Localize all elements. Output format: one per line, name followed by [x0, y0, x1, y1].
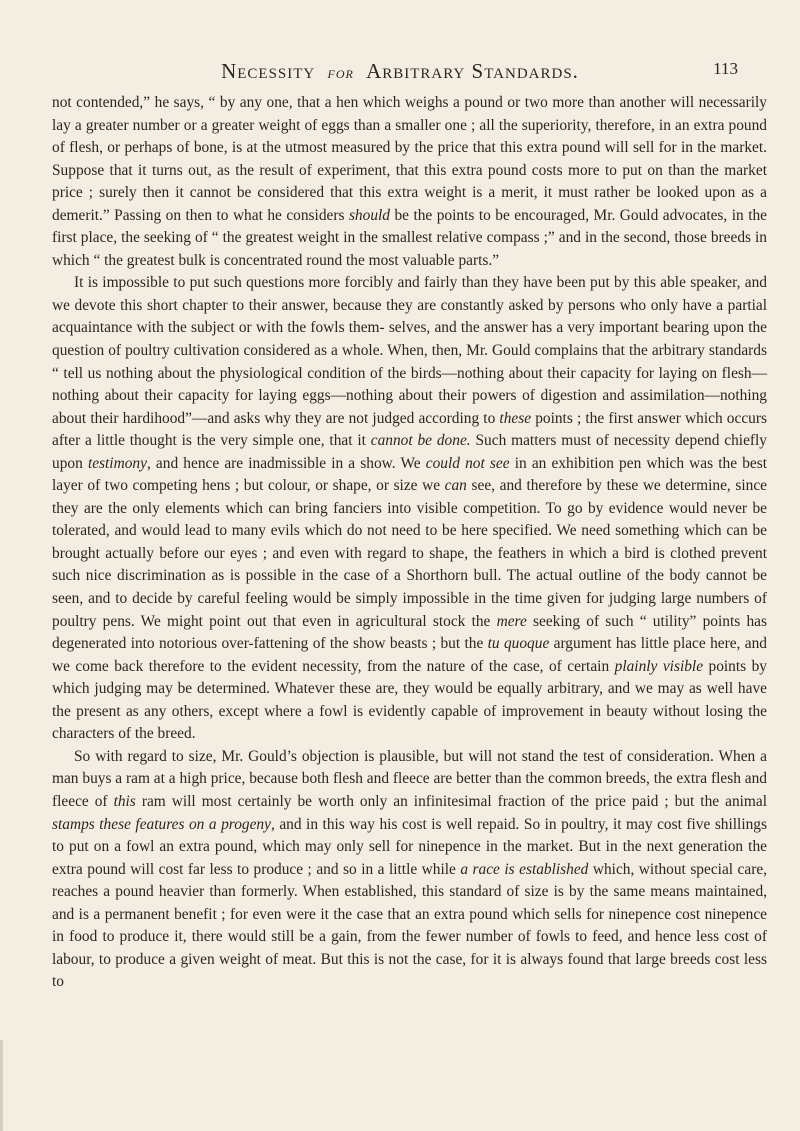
- text-run: Such matters must of necessity depend chiefly upon: [52, 432, 768, 472]
- paragraph-2: [52, 272, 767, 745]
- running-head-word-1: Necessity: [221, 59, 316, 83]
- page-edge-mark: [0, 1040, 3, 1131]
- page-number: 113: [713, 59, 738, 78]
- text-run: which, without special care, reaches a pound heavier than formerly. When established, this standard of size is by the same means maintained, and is a permanent benefit ; for even were it the case that an extra pound which sells for ninepence cost ninepence in food to produce it, there would still be a gain, from the fewer number of fowls to feed, and hence less cost of labour, to produce a given weight of meat. But this is not the case, for it is always found that large breeds cost less to: [52, 860, 768, 991]
- italic-text-run: should: [348, 206, 390, 224]
- text-run: in an exhibition pen which was the best layer of two competing hens ; but colour, or shape, or size we: [52, 454, 767, 495]
- text-run: It is impossible to put such questions more forcibly and fairly than they have been put by this able speaker, and we devote this short chapter to their answer, because they are constantly asked by persons who only have a partial acquaintance with the subject or with the fowls them- selves, and the answer has a very important bearing upon the question of poultry cultivation considered as a whole. When, then, Mr. Gould complains that the arbitrary standards “ tell us nothing about the physiological condition of the birds—nothing about their capacity for laying on flesh—nothing about their capacity for laying eggs—nothing about their powers of digestion and assimilation—nothing about their hardihood”—and asks why they are not judged according to: [52, 274, 767, 427]
- text-run: points by which judging may be determined. Whatever these are, they would be equally arbitrary, and we may as well have the present as any others, except where a fowl is evidently capable of improvement in beauty without losing the characters of the breed.: [52, 657, 767, 743]
- running-head-word-2: for: [327, 63, 354, 82]
- paragraph-3: [52, 746, 767, 994]
- italic-text-run: tu quoque: [487, 635, 550, 653]
- running-head: [0, 59, 800, 84]
- running-head-word-3: Arbitrary Standards.: [366, 59, 579, 83]
- text-run: argument has little place here, and we come back therefore to the evident necessity, from the nature of the case, of certain: [52, 635, 767, 675]
- italic-text-run: testimony: [87, 454, 147, 472]
- text-run: points ; the first answer which occurs after a little thought is the very simple one, that it: [52, 409, 767, 450]
- paragraph-1: [52, 92, 767, 272]
- text-run: So with regard to size, Mr. Gould’s objection is plausible, but will not stand the test of consideration. When a man buys a ram at a high price, because both flesh and fleece are better than the common breeds, the extra flesh and fleece of: [52, 747, 767, 810]
- italic-text-run: mere: [496, 612, 527, 630]
- italic-text-run: cannot be done.: [370, 432, 471, 450]
- italic-text-run: can: [444, 477, 467, 495]
- text-run: seeking of such “ utility” points has degenerated into notorious over-fattening of the show beasts ; but the: [52, 612, 767, 653]
- text-run: ram will most certainly be worth only an infinitesimal fraction of the price paid ; but the animal: [135, 792, 767, 810]
- text-run: , and in this way his cost is well repaid. So in poultry, it may cost five shillings to put on a fowl an extra pound, which may only sell for ninepence in the market. But in the next generation the extra pound will cost far less to produce ; and so in a little while: [52, 815, 767, 878]
- italic-text-run: plainly visible: [614, 657, 704, 675]
- body-text: [52, 92, 767, 994]
- italic-text-run: could not see: [425, 454, 510, 472]
- italic-text-run: this: [113, 792, 136, 810]
- page-header: [0, 55, 800, 85]
- text-run: , and hence are inadmissible in a show. We: [146, 454, 426, 472]
- italic-text-run: these: [499, 409, 532, 427]
- text-run: be the points to be encouraged, Mr. Gould advocates, in the first place, the seeking of “ the greatest weight in the smallest relative compass ;” and in the second, those breeds in which “ the greatest bulk is concentrated round the most valuable parts.”: [52, 206, 767, 269]
- italic-text-run: stamps these features on a progeny: [52, 815, 271, 833]
- text-run: not contended,” he says, “ by any one, that a hen which weighs a pound or two more than another will necessarily lay a greater number or a greater weight of eggs than a smaller one ; all the superiority, therefore, in an extra pound of flesh, or perhaps of bone, is at the utmost measured by the price that this extra pound will sell for in the market. Suppose that it turns out, as the result of experiment, that this extra pound costs more to put on than the market price ; surely then it cannot be considered that this extra weight is a merit, it must rather be looked upon as a demerit.” Passing on then to what he considers: [52, 94, 767, 224]
- italic-text-run: a race is established: [460, 860, 589, 878]
- text-run: see, and therefore by these we determine, since they are the only elements which can bring fanciers into visible competition. To go by evidence would never be tolerated, and would lead to many evils which do not need to be here specified. We need something which can be brought actually before our eyes ; and even with regard to shape, the feathers in which a bird is clothed prevent such nice discrimination as is possible in the case of a Shorthorn bull. The actual outline of the body cannot be seen, and to decide by careful feeling would be simply impossible in the time given for judging large numbers of poultry pens. We might point out that even in agricultural stock the: [52, 477, 767, 630]
